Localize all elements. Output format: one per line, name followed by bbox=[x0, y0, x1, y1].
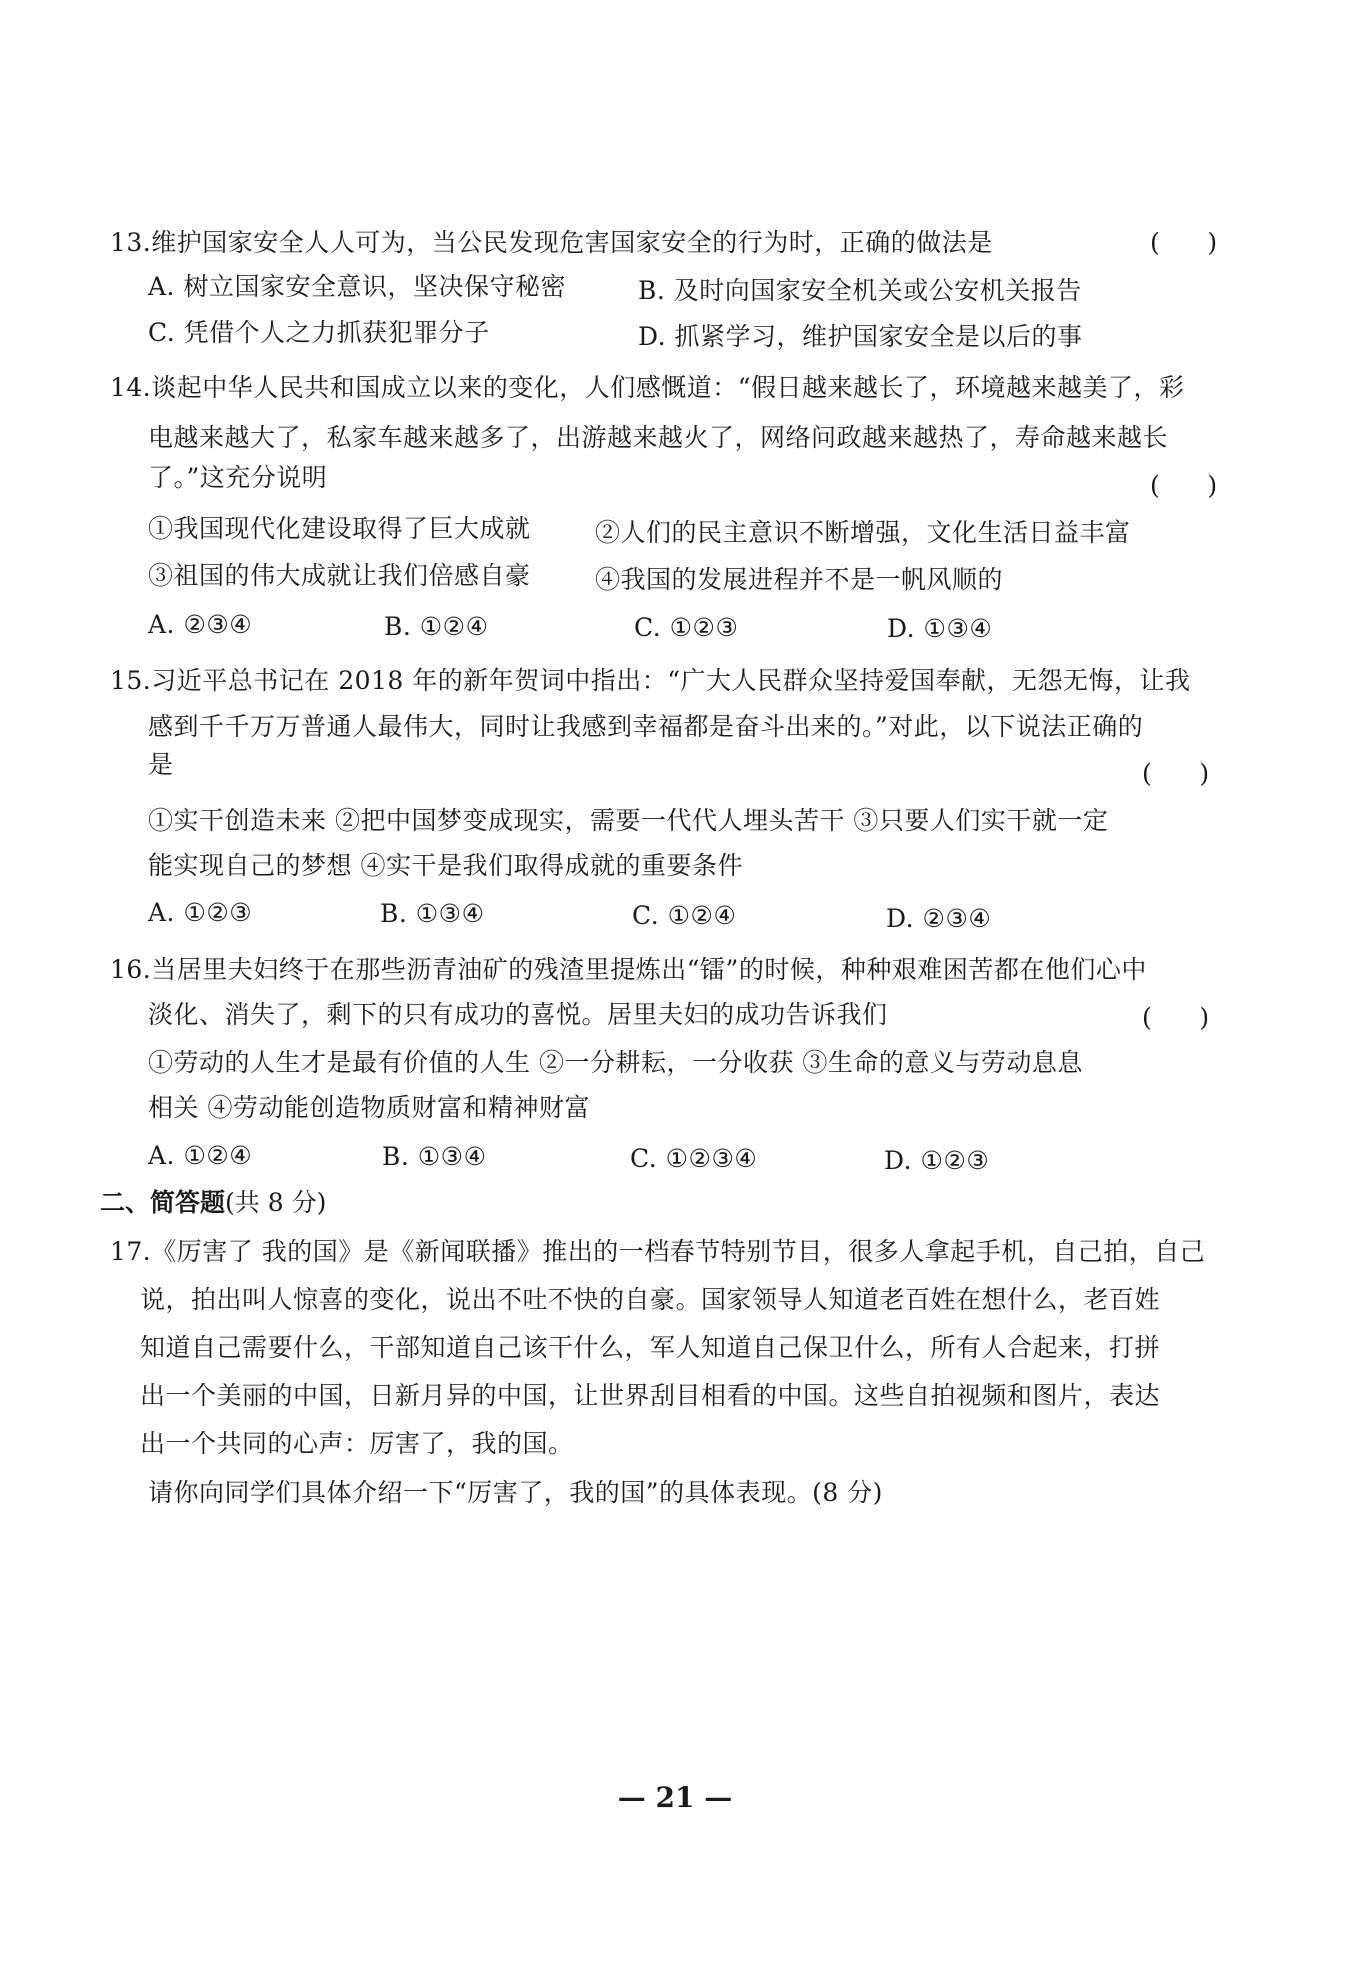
q14-option-c: C. ①②③ bbox=[634, 613, 739, 642]
q16-option-b: B. ①③④ bbox=[382, 1142, 487, 1171]
q17-passage-line-4: 出一个美丽的中国，日新月异的中国，让世界刮目相看的中国。这些自拍视频和图片，表达 bbox=[140, 1381, 1161, 1410]
q15-option-c: C. ①②④ bbox=[632, 901, 737, 930]
q16-answer-bracket: ( ) bbox=[1142, 1003, 1210, 1032]
q14-statement-2: ②人们的民主意识不断增强，文化生活日益丰富 bbox=[595, 518, 1131, 547]
q14-statement-4: ④我国的发展进程并不是一帆风顺的 bbox=[595, 565, 1004, 594]
q15-option-d: D. ②③④ bbox=[886, 904, 992, 933]
q13-option-d: D. 抓紧学习，维护国家安全是以后的事 bbox=[638, 322, 1083, 351]
q15-statements-line-1: ①实干创造未来 ②把中国梦变成现实，需要一代代人埋头苦干 ③只要人们实干就一定 bbox=[148, 806, 1109, 835]
q16-option-d: D. ①②③ bbox=[884, 1146, 990, 1175]
q17-passage-line-2: 说，拍出叫人惊喜的变化，说出不吐不快的自豪。国家领导人知道老百姓在想什么，老百姓 bbox=[140, 1285, 1161, 1314]
q16-stem-line-2: 淡化、消失了，剩下的只有成功的喜悦。居里夫妇的成功告诉我们 bbox=[148, 1000, 888, 1029]
q14-statement-1: ①我国现代化建设取得了巨大成就 bbox=[148, 514, 531, 543]
q13-option-a: A. 树立国家安全意识，坚决保守秘密 bbox=[148, 272, 566, 301]
q14-answer-bracket: ( ) bbox=[1150, 471, 1218, 500]
q16-statements-line-2: 相关 ④劳动能创造物质财富和精神财富 bbox=[148, 1093, 590, 1122]
q15-answer-bracket: ( ) bbox=[1142, 759, 1210, 788]
q14-stem-line-3: 了。”这充分说明 bbox=[148, 463, 328, 492]
q13-option-b: B. 及时向国家安全机关或公安机关报告 bbox=[638, 276, 1082, 305]
q17-passage-line-3: 知道自己需要什么，干部知道自己该干什么，军人知道自己保卫什么，所有人合起来，打拼 bbox=[140, 1333, 1161, 1362]
q15-stem-line-2: 感到千千万万普通人最伟大，同时让我感到幸福都是奋斗出来的。”对此，以下说法正确的 bbox=[148, 712, 1144, 741]
q14-option-a: A. ②③④ bbox=[148, 610, 253, 639]
q14-option-b: B. ①②④ bbox=[384, 612, 489, 641]
q16-option-a: A. ①②④ bbox=[148, 1141, 253, 1170]
q15-stem-line-1: 15.习近平总书记在 2018 年的新年贺词中指出：“广大人民群众坚持爱国奉献，无怨无悔，让我 bbox=[110, 666, 1191, 695]
q14-stem-line-1: 14.谈起中华人民共和国成立以来的变化，人们感慨道：“假日越来越长了，环境越来越美了，彩 bbox=[110, 373, 1185, 402]
q14-option-d: D. ①③④ bbox=[887, 614, 993, 643]
q13-option-c: C. 凭借个人之力抓获犯罪分子 bbox=[148, 318, 490, 347]
q16-statements-line-1: ①劳动的人生才是最有价值的人生 ②一分耕耘，一分收获 ③生命的意义与劳动息息 bbox=[148, 1048, 1083, 1077]
q16-stem-line-1: 16.当居里夫妇终于在那些沥青油矿的残渣里提炼出“镭”的时候，种种艰难困苦都在他们心中 bbox=[110, 955, 1147, 984]
section-points: (共 8 分) bbox=[225, 1188, 327, 1217]
q15-option-b: B. ①③④ bbox=[380, 899, 485, 928]
q15-option-a: A. ①②③ bbox=[148, 898, 253, 927]
q15-stem-line-3: 是 bbox=[148, 750, 174, 779]
q15-statements-line-2: 能实现自己的梦想 ④实干是我们取得成就的重要条件 bbox=[148, 851, 743, 880]
q14-stem-line-2: 电越来越大了，私家车越来越多了，出游越来越火了，网络问政越来越热了，寿命越来越长 bbox=[148, 423, 1169, 452]
q13-answer-bracket: ( ) bbox=[1150, 228, 1218, 257]
q16-option-c: C. ①②③④ bbox=[630, 1144, 758, 1173]
page-number: — 21 — bbox=[617, 1781, 733, 1814]
q14-statement-3: ③祖国的伟大成就让我们倍感自豪 bbox=[148, 561, 531, 590]
section-title: 二、简答题 bbox=[100, 1188, 226, 1217]
q17-prompt: 请你向同学们具体介绍一下“厉害了，我的国”的具体表现。(8 分) bbox=[148, 1478, 883, 1507]
q17-passage-line-1: 17.《厉害了 我的国》是《新闻联播》推出的一档春节特别节目，很多人拿起手机，自己拍，自己 bbox=[110, 1237, 1206, 1266]
q17-passage-line-5: 出一个共同的心声：厉害了，我的国。 bbox=[140, 1429, 574, 1458]
q13-stem: 13.维护国家安全人人可为，当公民发现危害国家安全的行为时，正确的做法是 bbox=[110, 228, 993, 257]
section-heading-short-answer bbox=[100, 1188, 326, 1218]
